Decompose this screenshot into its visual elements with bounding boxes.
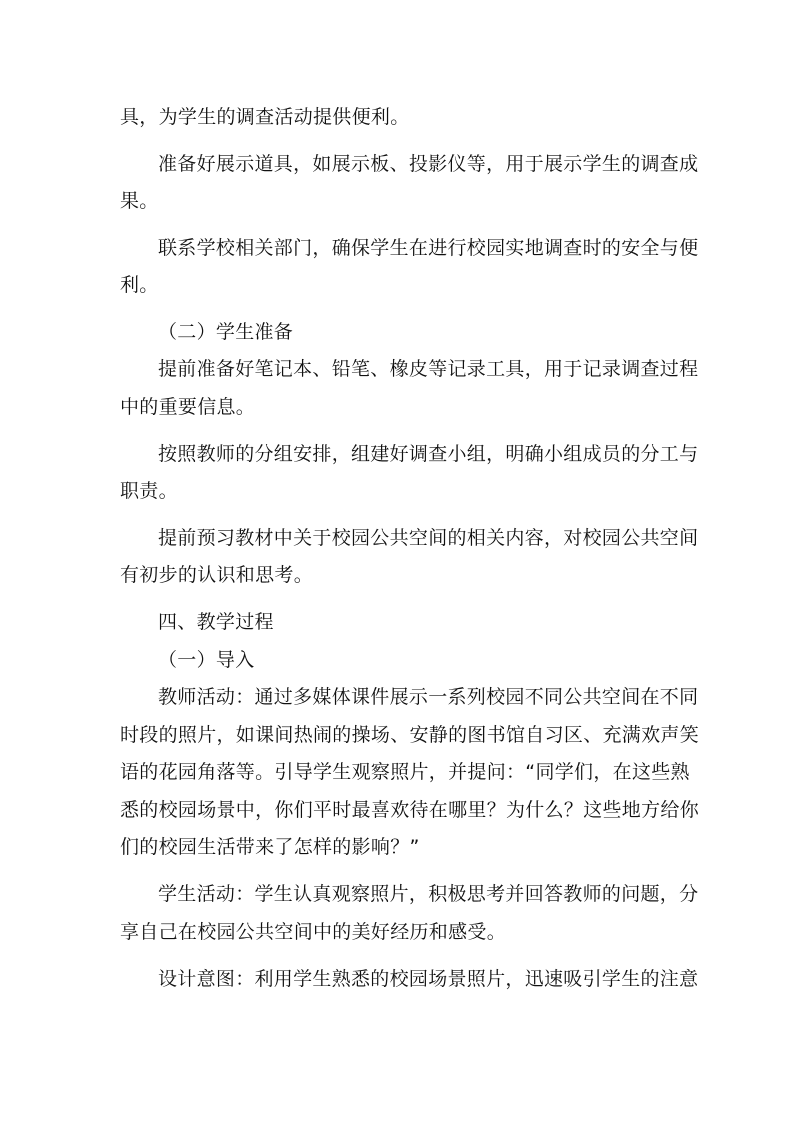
paragraph-line: 设计意图：利用学生熟悉的校园场景照片，迅速吸引学生的注意 xyxy=(158,968,699,990)
paragraph-line: 按照教师的分组安排，组建好调查小组，明确小组成员的分工与 xyxy=(158,443,699,465)
paragraph-line: 享自己在校园公共空间中的美好经历和感受。 xyxy=(120,921,507,943)
paragraph-line: 利。 xyxy=(120,274,159,296)
paragraph-line: 学生活动：学生认真观察照片，积极思考并回答教师的问题，分 xyxy=(158,883,699,905)
paragraph-line: 职责。 xyxy=(120,480,178,502)
paragraph-line: 果。 xyxy=(120,190,159,212)
section-heading: 四、教学过程 xyxy=(158,611,274,633)
paragraph-line: 悉的校园场景中，你们平时最喜欢待在哪里？为什么？这些地方给你 xyxy=(120,799,700,821)
section-heading: （二）学生准备 xyxy=(158,321,294,343)
paragraph-line: 提前准备好笔记本、铅笔、橡皮等记录工具，用于记录调查过程 xyxy=(158,358,699,380)
paragraph-line: 们的校园生活带来了怎样的影响？” xyxy=(120,836,420,858)
paragraph-line: 有初步的认识和思考。 xyxy=(120,564,314,586)
section-heading: （一）导入 xyxy=(158,649,255,671)
paragraph-line: 教师活动：通过多媒体课件展示一系列校园不同公共空间在不同 xyxy=(158,686,699,708)
paragraph-line: 提前预习教材中关于校园公共空间的相关内容，对校园公共空间 xyxy=(158,527,699,549)
paragraph-line: 具，为学生的调查活动提供便利。 xyxy=(120,106,410,128)
paragraph-line: 语的花园角落等。引导学生观察照片，并提问：“同学们，在这些熟 xyxy=(120,761,690,783)
paragraph-line: 准备好展示道具，如展示板、投影仪等，用于展示学生的调查成 xyxy=(158,153,699,175)
paragraph-line: 联系学校相关部门，确保学生在进行校园实地调查时的安全与便 xyxy=(158,237,699,259)
paragraph-line: 时段的照片，如课间热闹的操场、安静的图书馆自习区、充满欢声笑 xyxy=(120,724,700,746)
paragraph-line: 中的重要信息。 xyxy=(120,396,256,418)
